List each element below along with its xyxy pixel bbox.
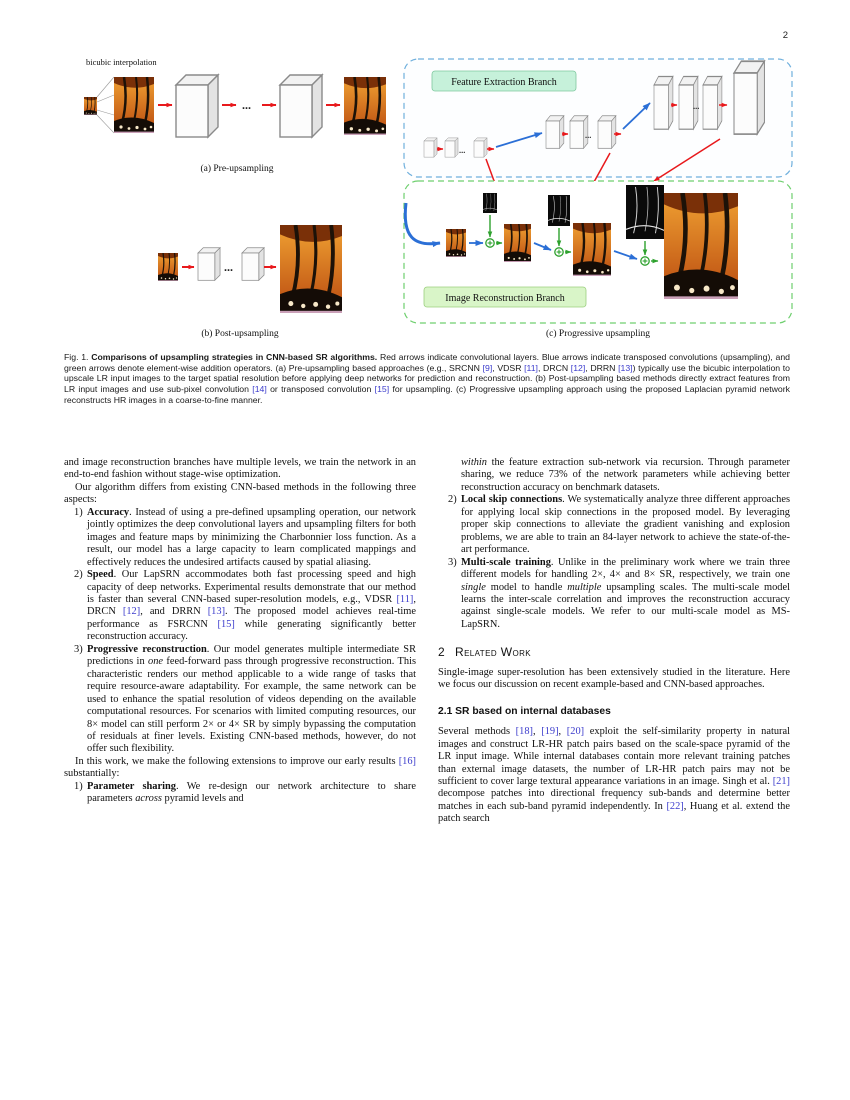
feature-branch-label: Feature Extraction Branch (451, 77, 557, 88)
text-run: ) typically use the bicubic interpolation to upscale LR input images to the target spatial resolution before applying deep networks for prediction and reconstruction. (b) Post-upsampling based methods directly extract features from LR input images and use sub-pixel convolution (64, 362, 790, 395)
elementwise-add-icon (641, 257, 649, 265)
feature-map-box (242, 248, 264, 281)
figure-1 (0, 45, 850, 347)
text-run: Several methods (438, 726, 516, 738)
text-run: exploit the self-similarity property in natural images and construct LR-HR patch pairs based on the scale-space pyramid of the LR input image. While internal databases contain more relevant training patches than external image datasets, the number of LR-HR patch pairs may not be sufficient to cover large textural appearance variations in an image. Singh et al. (438, 726, 790, 787)
text-run: , and DRRN (140, 606, 208, 618)
bicubic-fan-lines (97, 77, 114, 133)
text-run: pyramid levels and (161, 793, 244, 805)
feature-map-box (654, 77, 673, 130)
list-number: 3) (448, 556, 457, 568)
right-column (438, 457, 790, 826)
hr-output-image (280, 225, 342, 313)
section-title: Related Work (455, 645, 531, 660)
list-number: 1) (74, 780, 83, 792)
text-run: feed-forward pass through progressive reconstruction. This characteristic renders our method applicable to a wide range of tasks that require resource-aware adaptability. For example, the same network can be used to enhance the spatial resolution of videos depending on the available computational resources. For scenarios with limited computing resources, our 8× model can still perform 2× or 4× SR by simply bypassing the computation of residuals at finer levels. Existing CNN-based methods, however, do not offer such flexibility. (87, 656, 417, 755)
citation-link[interactable]: [13] (207, 606, 226, 618)
subsection-heading: 2.1 SR based on internal databases (438, 705, 611, 717)
residual-image (548, 195, 570, 226)
citation-link[interactable]: [19] (541, 726, 559, 738)
ellipsis: ... (224, 260, 233, 274)
text-run: Red arrows indicate convolutional layers. Blue arrows indicate transposed convolutions (upsampling), and green arrows denote element-wise addition operators. (a) Pre-upsampling based approaches (e.g., SRCNN (64, 352, 790, 373)
text-run: upsampling scales. The multi-scale model learns the inter-scale correlation and improves the reconstruction accuracy against single-scale models. We refer to our multi-scale model as MS-LapSRN. (461, 581, 790, 630)
feature-map-box (546, 116, 564, 149)
list-number: 3) (74, 643, 83, 655)
list-item-text (87, 644, 416, 756)
citation-link[interactable]: [13] (618, 362, 633, 373)
paragraph (64, 482, 416, 507)
paragraph (64, 756, 416, 781)
citation-link[interactable]: [12] (570, 362, 586, 373)
bicubic-upscaled-image (114, 77, 154, 133)
text-run: single (461, 581, 486, 593)
subfigure-b-label: (b) Post-upsampling (201, 329, 279, 339)
citation-link[interactable]: [11] (524, 362, 538, 373)
list-item-text (461, 494, 790, 556)
list-item-continuation (438, 457, 790, 494)
text-run: . The proposed model achieves real-time performance as FSRCNN (87, 606, 416, 630)
text-run: decompose patches into directional frequency sub-bands and determine better matches in each sub-band pyramid independently. In (438, 788, 790, 812)
lr-input-image (84, 97, 97, 115)
text-run: Local skip connections (461, 494, 563, 506)
pre-upsampling-diagram (84, 57, 386, 174)
sr-2x-image (504, 224, 531, 262)
citation-link[interactable]: [22] (666, 800, 684, 812)
list-item (64, 507, 416, 569)
ellipsis: ... (459, 145, 466, 155)
feature-map-box (734, 61, 764, 134)
text-run: or transposed convolution (266, 384, 375, 395)
text-run: Our algorithm differs from existing CNN-based methods in the following three aspects: (64, 481, 416, 506)
text-run: . Unlike in the preliminary work where we train three different models for handling 2×, 4× and 8× SR, respectively, we train one (461, 556, 790, 581)
text-run: . Our model generates multiple intermediate SR predictions in (87, 643, 416, 668)
elementwise-add-icon (486, 239, 494, 247)
text-run: within (461, 457, 487, 468)
list-item (64, 569, 416, 644)
list-number: 2) (74, 569, 83, 581)
section-heading (438, 646, 790, 658)
subfigure-a-label: (a) Pre-upsampling (200, 164, 274, 174)
text-run: , DRRN (585, 362, 619, 373)
text-run: , VDSR (492, 362, 525, 373)
ellipsis: ... (693, 101, 700, 111)
bicubic-interpolation-label: bicubic interpolation (86, 57, 157, 67)
feature-map-box (198, 248, 220, 281)
list-number: 2) (448, 494, 457, 506)
figure-1-diagram (0, 45, 850, 347)
lr-input-image (446, 229, 466, 257)
post-upsampling-diagram (158, 225, 342, 339)
citation-link[interactable]: [18] (515, 726, 533, 738)
reconstruction-branch-label: Image Reconstruction Branch (445, 293, 565, 304)
feature-map-box (598, 116, 616, 149)
text-run: . Instead of using a pre-defined upsampling operation, our network jointly optimizes the deep convolutional layers and upsampling filters for both images and feature maps by minimizing the Charbonnier loss function. As a result, our model has a large capacity to learn complicated mappings and effectively reduces the undesired artifacts caused by spatial aliasing. (87, 506, 416, 568)
sr-8x-image (664, 193, 738, 299)
text-run: Multi-scale training (461, 556, 551, 568)
feature-map-box (176, 75, 218, 137)
text-run: model to handle (485, 581, 568, 593)
text-run: In this work, we make the following extensions to improve our early results (75, 755, 399, 767)
article-body (64, 457, 790, 826)
residual-image (626, 185, 664, 239)
ellipsis: ... (585, 130, 592, 140)
citation-link[interactable]: [12] (122, 606, 141, 618)
text-run: Parameter sharing (87, 780, 176, 792)
list-item-text (461, 557, 790, 632)
text-run: . We systematically analyze three different approaches for applying local skip connections in the proposed model. By leveraging proper skip connections to alleviate the gradient vanishing and explosion problems, we are able to train an 84-layer network to achieve the state-of-the-art performance. (461, 494, 790, 556)
citation-link[interactable]: [15] (217, 618, 235, 630)
list-item (438, 494, 790, 556)
hr-output-image (344, 77, 386, 135)
text-run: the feature extraction sub-network via recursion. Through parameter sharing, we reduce 73% of the network parameters while achieving better reconstruction accuracy on benchmark datasets. (461, 457, 790, 493)
citation-link[interactable]: [14] (252, 384, 267, 395)
feature-map-box (703, 77, 722, 130)
residual-image (483, 193, 497, 213)
text-run: while generating significantly better reconstruction accuracy. (87, 618, 416, 643)
page-number: 2 (782, 30, 788, 41)
subfigure-c-label: (c) Progressive upsampling (546, 329, 650, 339)
feature-map-box (445, 138, 458, 157)
text-run: across (135, 793, 162, 805)
paragraph (64, 457, 416, 482)
citation-link[interactable]: [15] (374, 384, 390, 395)
text-run: and image reconstruction branches have multiple levels, we train the network in an end-to-end fashion without stage-wise optimization. (64, 457, 416, 481)
list-item (438, 557, 790, 632)
list-number: 1) (74, 506, 83, 518)
section-number: 2 (438, 645, 445, 660)
text-run: Accuracy (87, 506, 130, 518)
left-column (64, 457, 416, 826)
feature-map-box (474, 138, 487, 157)
citation-link[interactable]: [20] (566, 726, 585, 738)
citation-link[interactable]: [9] (482, 362, 493, 373)
text-run: for upsampling. (c) Progressive upsampling approach using the proposed Laplacian pyramid network reconstructs HR images in a coarse-to-fine manner. (64, 384, 790, 405)
text-run: Speed (87, 569, 114, 581)
paragraph (438, 726, 790, 826)
paragraph (438, 667, 790, 692)
list-item (64, 644, 416, 756)
list-item-text (87, 569, 416, 644)
text-run: , Huang et al. extend the patch search (438, 800, 790, 825)
figure-caption (64, 352, 790, 406)
text-run: , (558, 726, 567, 738)
citation-link[interactable]: [21] (772, 775, 790, 787)
text-run: Fig. 1. (64, 352, 92, 362)
list-item (64, 781, 416, 806)
feature-extraction-branch (404, 59, 792, 177)
text-run: Progressive reconstruction (87, 643, 207, 655)
feature-map-box (424, 138, 437, 157)
citation-link[interactable]: [11] (396, 593, 414, 605)
lr-input-image (158, 253, 178, 281)
text-run: , DRCN (87, 593, 416, 618)
ellipsis: ... (242, 98, 251, 112)
text-run: multiple (567, 581, 602, 593)
list-item-text (87, 507, 416, 569)
feature-map-box (280, 75, 322, 137)
progressive-upsampling-diagram (404, 59, 792, 339)
text-run: Single-image super-resolution has been extensively studied in the literature. Here we focus our discussion on recent example-based and CNN-based approaches. (438, 666, 790, 691)
list-item-text (87, 781, 416, 806)
elementwise-add-icon (555, 248, 563, 256)
text-run: . We re-design our network architecture to share parameters (87, 780, 416, 805)
citation-link[interactable]: [16] (398, 755, 416, 767)
text-run: , (532, 726, 542, 738)
text-run: substantially: (64, 768, 120, 780)
text-run: . Our LapSRN accommodates both fast processing speed and high capacity of deep networks. Experimental results demonstrate that our method is faster than several CNN-based super-resolution models, e.g., VDSR (87, 569, 416, 605)
sr-4x-image (573, 223, 611, 276)
text-run: , DRCN (537, 362, 571, 373)
image-reconstruction-branch (404, 181, 792, 323)
text-run: one (148, 656, 164, 668)
text-run: Comparisons of upsampling strategies in CNN-based SR algorithms. (91, 352, 378, 362)
